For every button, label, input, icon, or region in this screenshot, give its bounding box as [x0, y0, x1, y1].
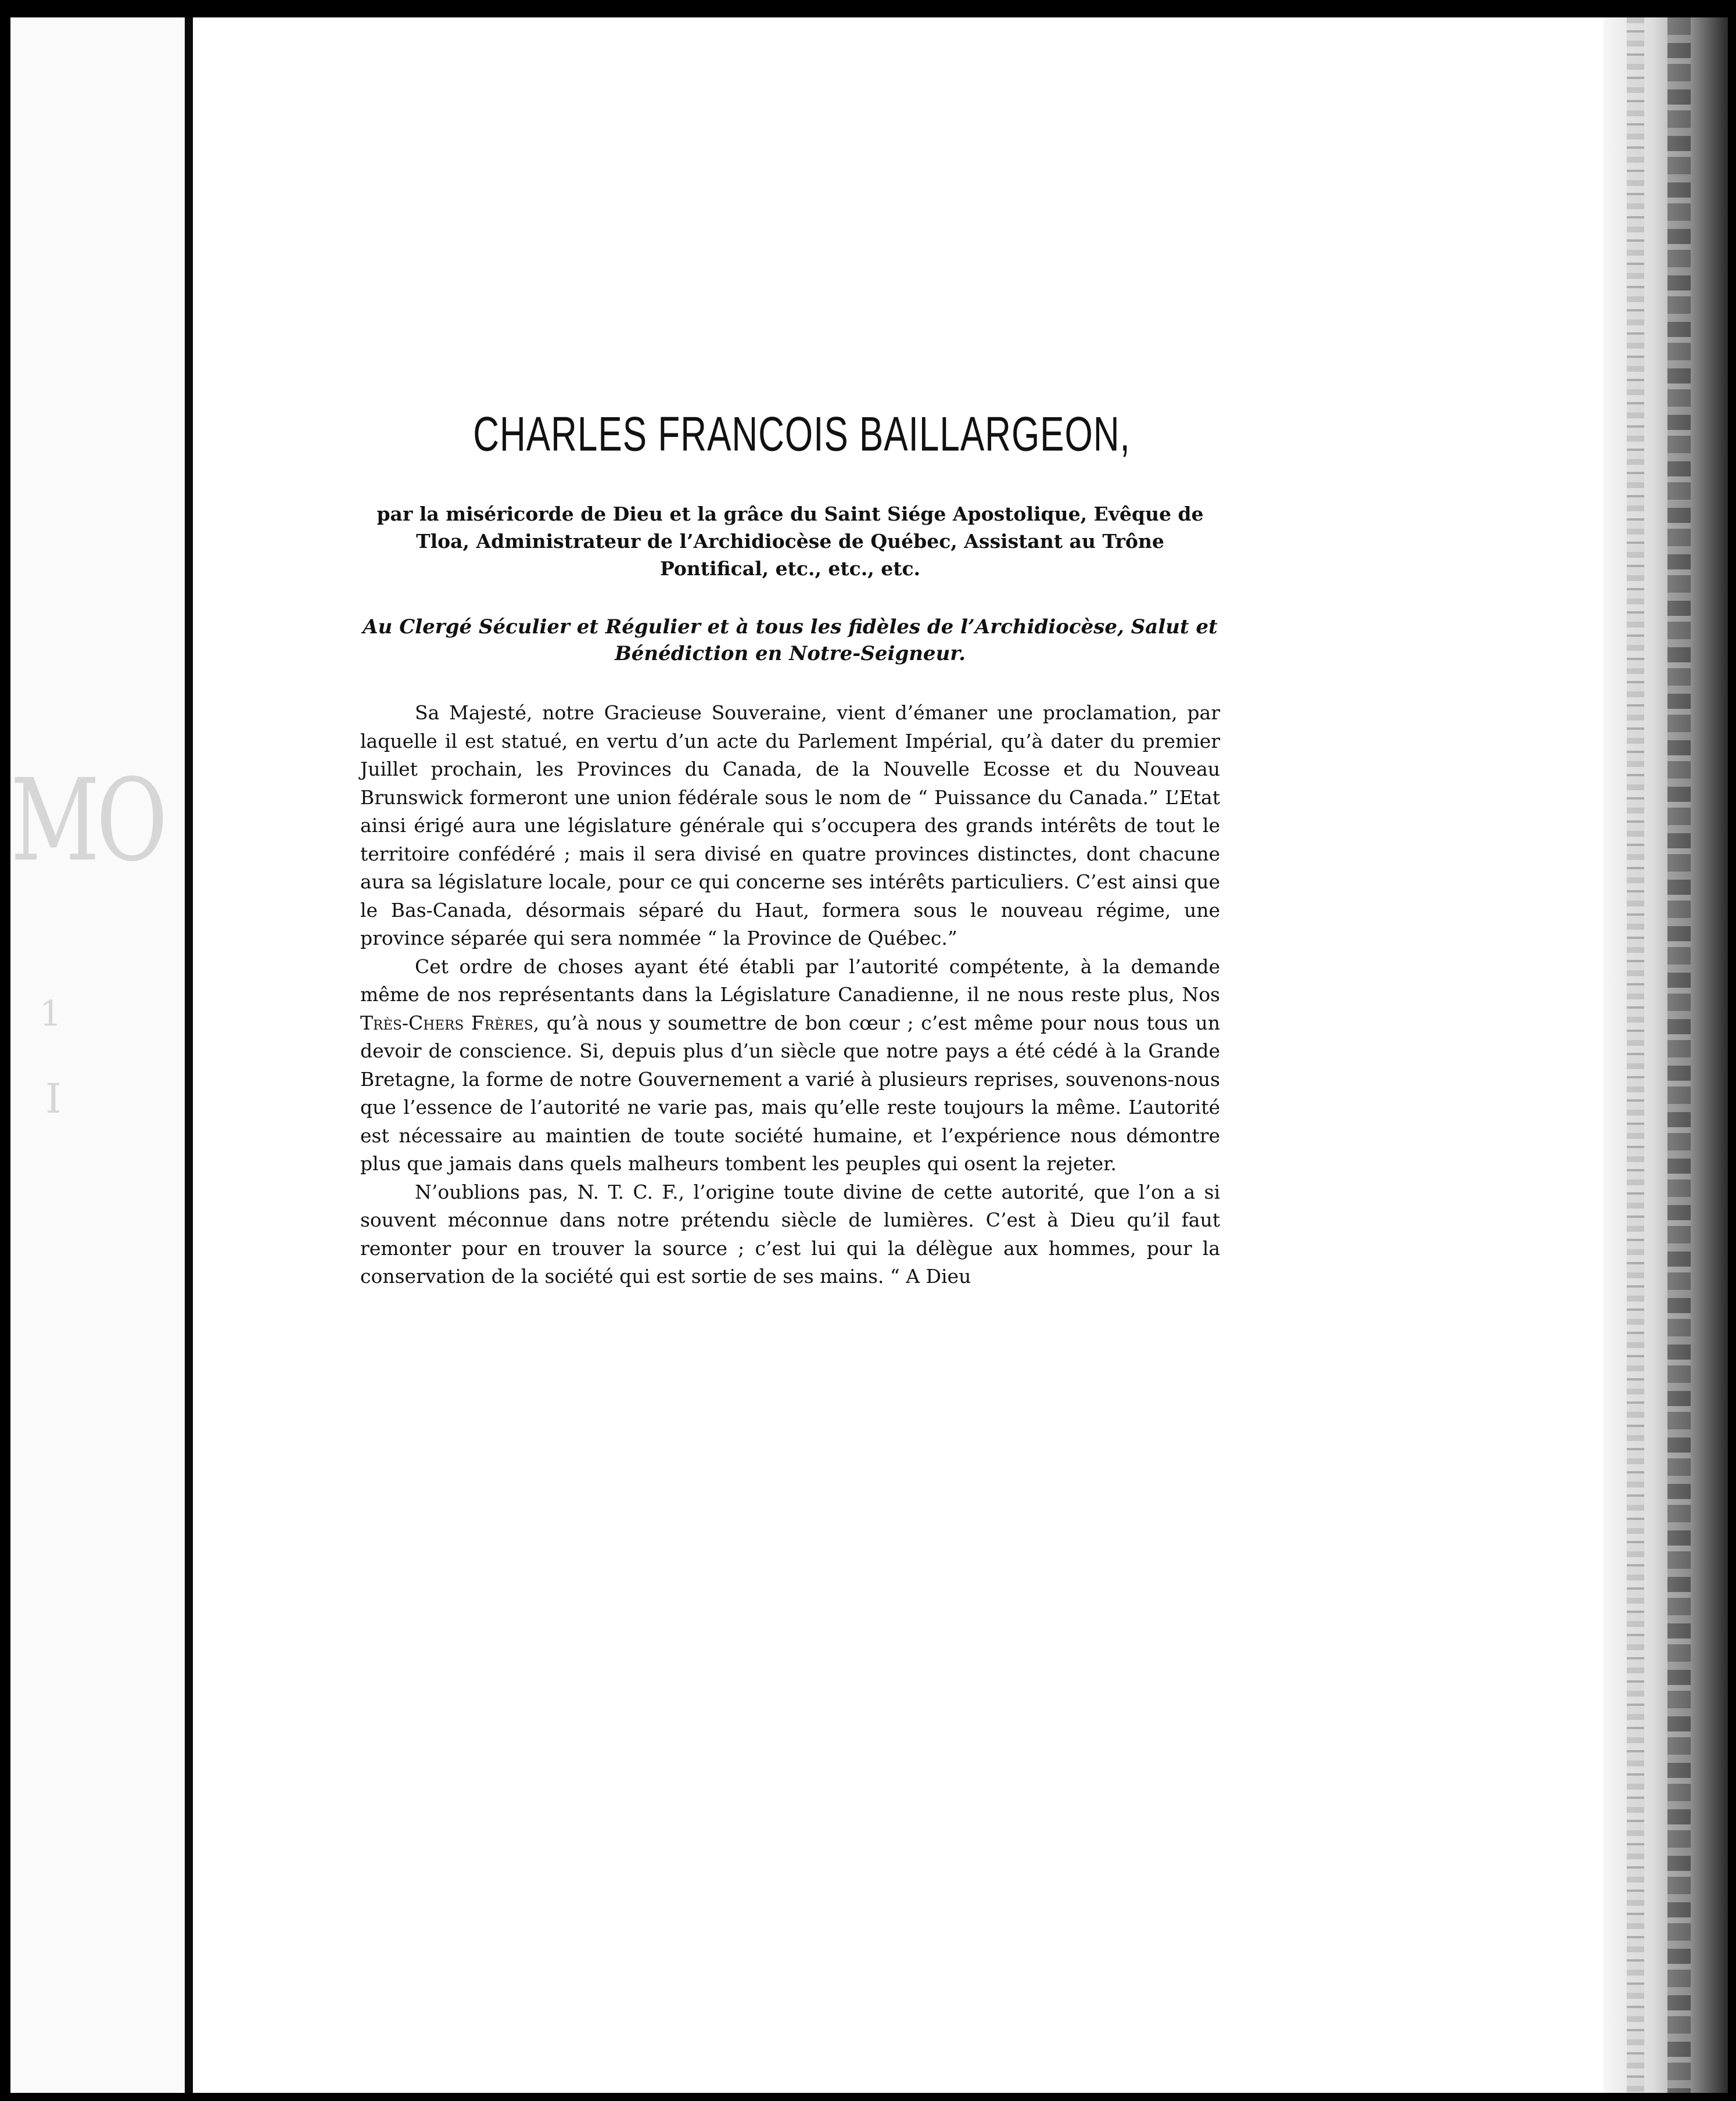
paragraph-2-text-b: , qu’à nous y soumettre de bon cœur ; c’est même pour nous tous un devoir de conscience. Si, depuis plus d’un siècle que notre pays a été cédé à la Grande Bretagne, la forme de notre Gouvernement a varié à plusieurs reprises, souvenons-nous que l’essence de l’autorité ne varie pas, mais qu’elle reste toujours la même. L’autorité est nécessaire au maintien de toute société humaine, et l’expérience nous démontre plus que jamais dans quels malheurs tombent les peuples qui osent la rejeter.	[360, 1011, 1220, 1175]
bleed-through-mark: I	[45, 1075, 62, 1123]
page-title: CHARLES FRANCOIS BAILLARGEON,	[473, 407, 1131, 462]
paragraph-2-text-a: Cet ordre de choses ayant été établi par l’autorité compétente, à la demande même de nos représentants dans la Législature Canadienne, il ne nous reste plus, Nos	[360, 955, 1220, 1006]
body-text	[360, 699, 1220, 1291]
salutation: Au Clergé Séculier et Régulier et à tous les fidèles de l’Archidiocèse, Salut et Bénédiction en Notre-Seigneur.	[363, 615, 1218, 665]
paragraph-2	[360, 953, 1220, 1178]
facing-page	[10, 17, 185, 2093]
paragraph-2-smallcaps: Très-Chers Frères	[360, 1011, 533, 1034]
book-gutter	[185, 12, 193, 2101]
bleed-through-mark: 1	[40, 994, 62, 1034]
scan-border-right	[1728, 0, 1736, 2101]
page-edge-shadow	[1604, 17, 1728, 2093]
paragraph-3: N’oublions pas, N. T. C. F., l’origine toute divine de cette autorité, que l’on a si souvent méconnue dans notre prétendu siècle de lumières. C’est à Dieu qu’il faut remonter pour en trouver la source ; c’est lui qui la délègue aux hommes, pour la conservation de la société qui est sortie de ses mains. “ A Dieu	[360, 1180, 1220, 1288]
scan-border-bottom	[0, 2093, 1736, 2101]
paragraph-1: Sa Majesté, notre Gracieuse Souveraine, vient d’émaner une proclamation, par laquelle il est statué, en vertu d’un acte du Parlement Impérial, qu’à dater du premier Juillet prochain, les Provinces du Canada, de la Nouvelle Ecosse et du Nouveau Brunswick formeront une union fédérale sous le nom de “ Puissance du Canada.” L’Etat ainsi érigé aura une législature générale qui s’occupera des grands intérêts de tout le territoire confédéré ; mais il sera divisé en quatre provinces distinctes, dont chacune aura sa législature locale, pour ce qui concerne ses intérêts particuliers. C’est ainsi que le Bas-Canada, désormais séparé du Haut, formera sous le nouveau régime, une province séparée qui sera nommée “ la Province de Québec.”	[360, 701, 1220, 949]
bleed-through-letters: MO	[10, 755, 164, 887]
document-page	[360, 407, 1220, 1291]
scan-border-left	[0, 0, 10, 2101]
scan-border-top	[0, 0, 1736, 17]
bishop-titles: par la miséricorde de Dieu et la grâce du Saint Siége Apostolique, Evêque de Tloa, Administrateur de l’Archidiocèse de Québec, Assistant au Trône Pontifical, etc., etc., etc.	[376, 503, 1204, 580]
